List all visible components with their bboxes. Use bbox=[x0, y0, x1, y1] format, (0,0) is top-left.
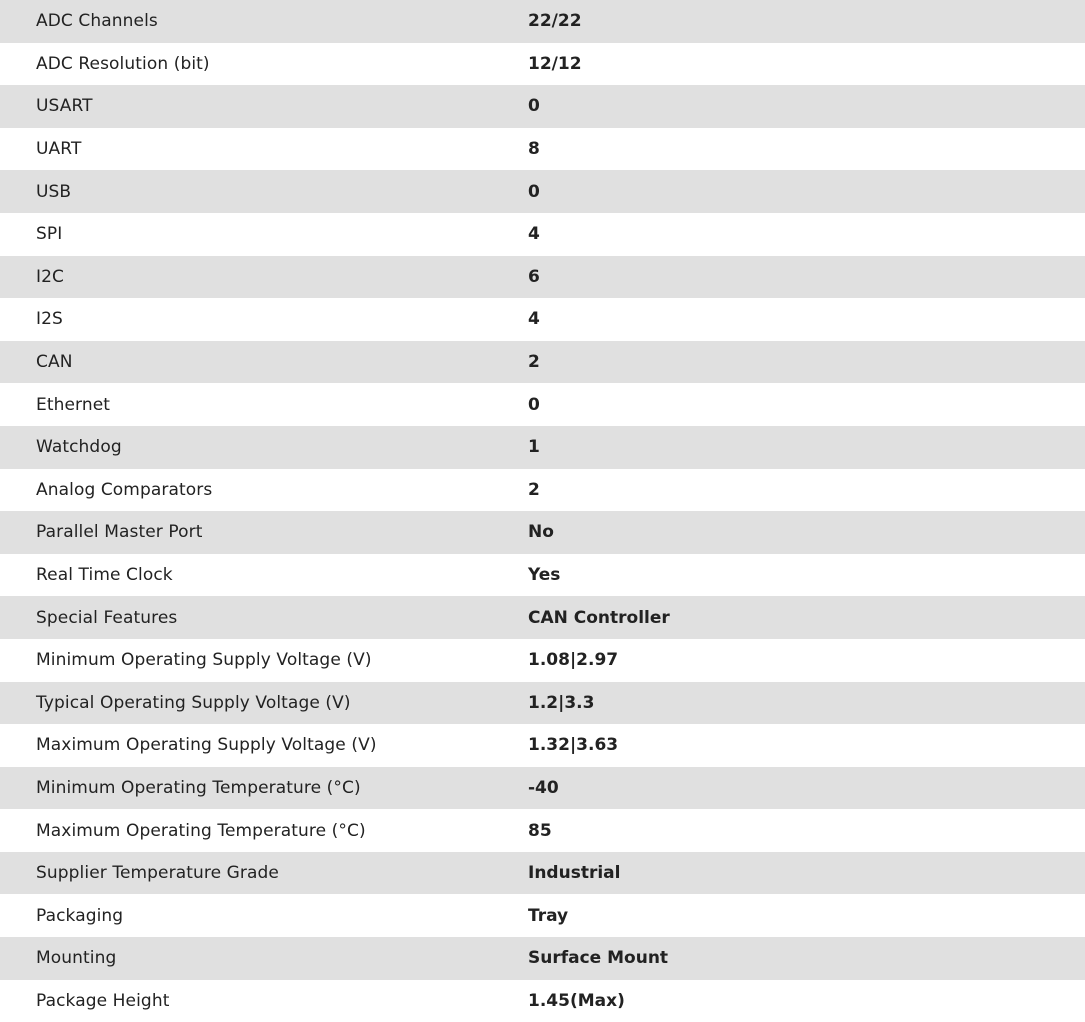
spec-row bbox=[0, 383, 1085, 426]
spec-value: 8 bbox=[528, 139, 540, 160]
spec-value: 6 bbox=[528, 266, 540, 287]
spec-row bbox=[0, 256, 1085, 299]
spec-label: ADC Resolution (bit) bbox=[36, 53, 210, 74]
spec-row bbox=[0, 596, 1085, 639]
spec-value: 85 bbox=[528, 820, 552, 841]
spec-label: Watchdog bbox=[36, 437, 122, 458]
spec-value: 1.2|3.3 bbox=[528, 692, 595, 713]
spec-value: CAN Controller bbox=[528, 607, 670, 628]
spec-row bbox=[0, 809, 1085, 852]
spec-value: 2 bbox=[528, 352, 540, 373]
spec-value: 4 bbox=[528, 309, 540, 330]
spec-row bbox=[0, 894, 1085, 937]
spec-label: SPI bbox=[36, 224, 63, 245]
spec-label: Parallel Master Port bbox=[36, 522, 203, 543]
spec-value: 1 bbox=[528, 437, 540, 458]
spec-label: Analog Comparators bbox=[36, 479, 213, 500]
spec-row bbox=[0, 170, 1085, 213]
spec-row bbox=[0, 426, 1085, 469]
spec-value: -40 bbox=[528, 777, 559, 798]
spec-row bbox=[0, 724, 1085, 767]
spec-value: 0 bbox=[528, 394, 540, 415]
spec-row bbox=[0, 937, 1085, 980]
spec-value: 1.08|2.97 bbox=[528, 650, 619, 671]
spec-row bbox=[0, 0, 1085, 43]
spec-label: Supplier Temperature Grade bbox=[36, 863, 279, 884]
spec-value: 4 bbox=[528, 224, 540, 245]
spec-label: Maximum Operating Supply Voltage (V) bbox=[36, 735, 377, 756]
spec-value: 12/12 bbox=[528, 53, 582, 74]
spec-row bbox=[0, 767, 1085, 810]
spec-value: Industrial bbox=[528, 863, 621, 884]
spec-row bbox=[0, 554, 1085, 597]
spec-label: Ethernet bbox=[36, 394, 111, 415]
spec-row bbox=[0, 213, 1085, 256]
spec-label: Typical Operating Supply Voltage (V) bbox=[36, 692, 351, 713]
spec-row bbox=[0, 980, 1085, 1022]
spec-label: UART bbox=[36, 139, 82, 160]
spec-label: Package Height bbox=[36, 990, 170, 1011]
spec-row bbox=[0, 298, 1085, 341]
spec-value: 0 bbox=[528, 181, 540, 202]
spec-value: 22/22 bbox=[528, 11, 582, 32]
spec-value: 1.32|3.63 bbox=[528, 735, 619, 756]
spec-row bbox=[0, 341, 1085, 384]
spec-row bbox=[0, 43, 1085, 86]
spec-label: Minimum Operating Supply Voltage (V) bbox=[36, 650, 372, 671]
spec-label: Special Features bbox=[36, 607, 178, 628]
spec-value: No bbox=[528, 522, 554, 543]
spec-row bbox=[0, 85, 1085, 128]
spec-label: Packaging bbox=[36, 905, 124, 926]
spec-row bbox=[0, 128, 1085, 171]
spec-value: 0 bbox=[528, 96, 540, 117]
spec-row bbox=[0, 639, 1085, 682]
spec-label: Minimum Operating Temperature (°C) bbox=[36, 777, 361, 798]
spec-value: 2 bbox=[528, 479, 540, 500]
spec-value: 1.45(Max) bbox=[528, 990, 625, 1011]
spec-label: CAN bbox=[36, 352, 73, 373]
spec-label: USART bbox=[36, 96, 93, 117]
spec-value: Tray bbox=[528, 905, 569, 926]
spec-label: Maximum Operating Temperature (°C) bbox=[36, 820, 366, 841]
spec-value: Surface Mount bbox=[528, 948, 669, 969]
spec-label: Real Time Clock bbox=[36, 565, 173, 586]
spec-row bbox=[0, 682, 1085, 725]
spec-label: Mounting bbox=[36, 948, 117, 969]
spec-row bbox=[0, 469, 1085, 512]
spec-value: Yes bbox=[528, 565, 561, 586]
spec-label: I2S bbox=[36, 309, 63, 330]
spec-row bbox=[0, 852, 1085, 895]
spec-label: ADC Channels bbox=[36, 11, 158, 32]
spec-label: I2C bbox=[36, 266, 64, 287]
spec-label: USB bbox=[36, 181, 72, 202]
spec-row bbox=[0, 511, 1085, 554]
